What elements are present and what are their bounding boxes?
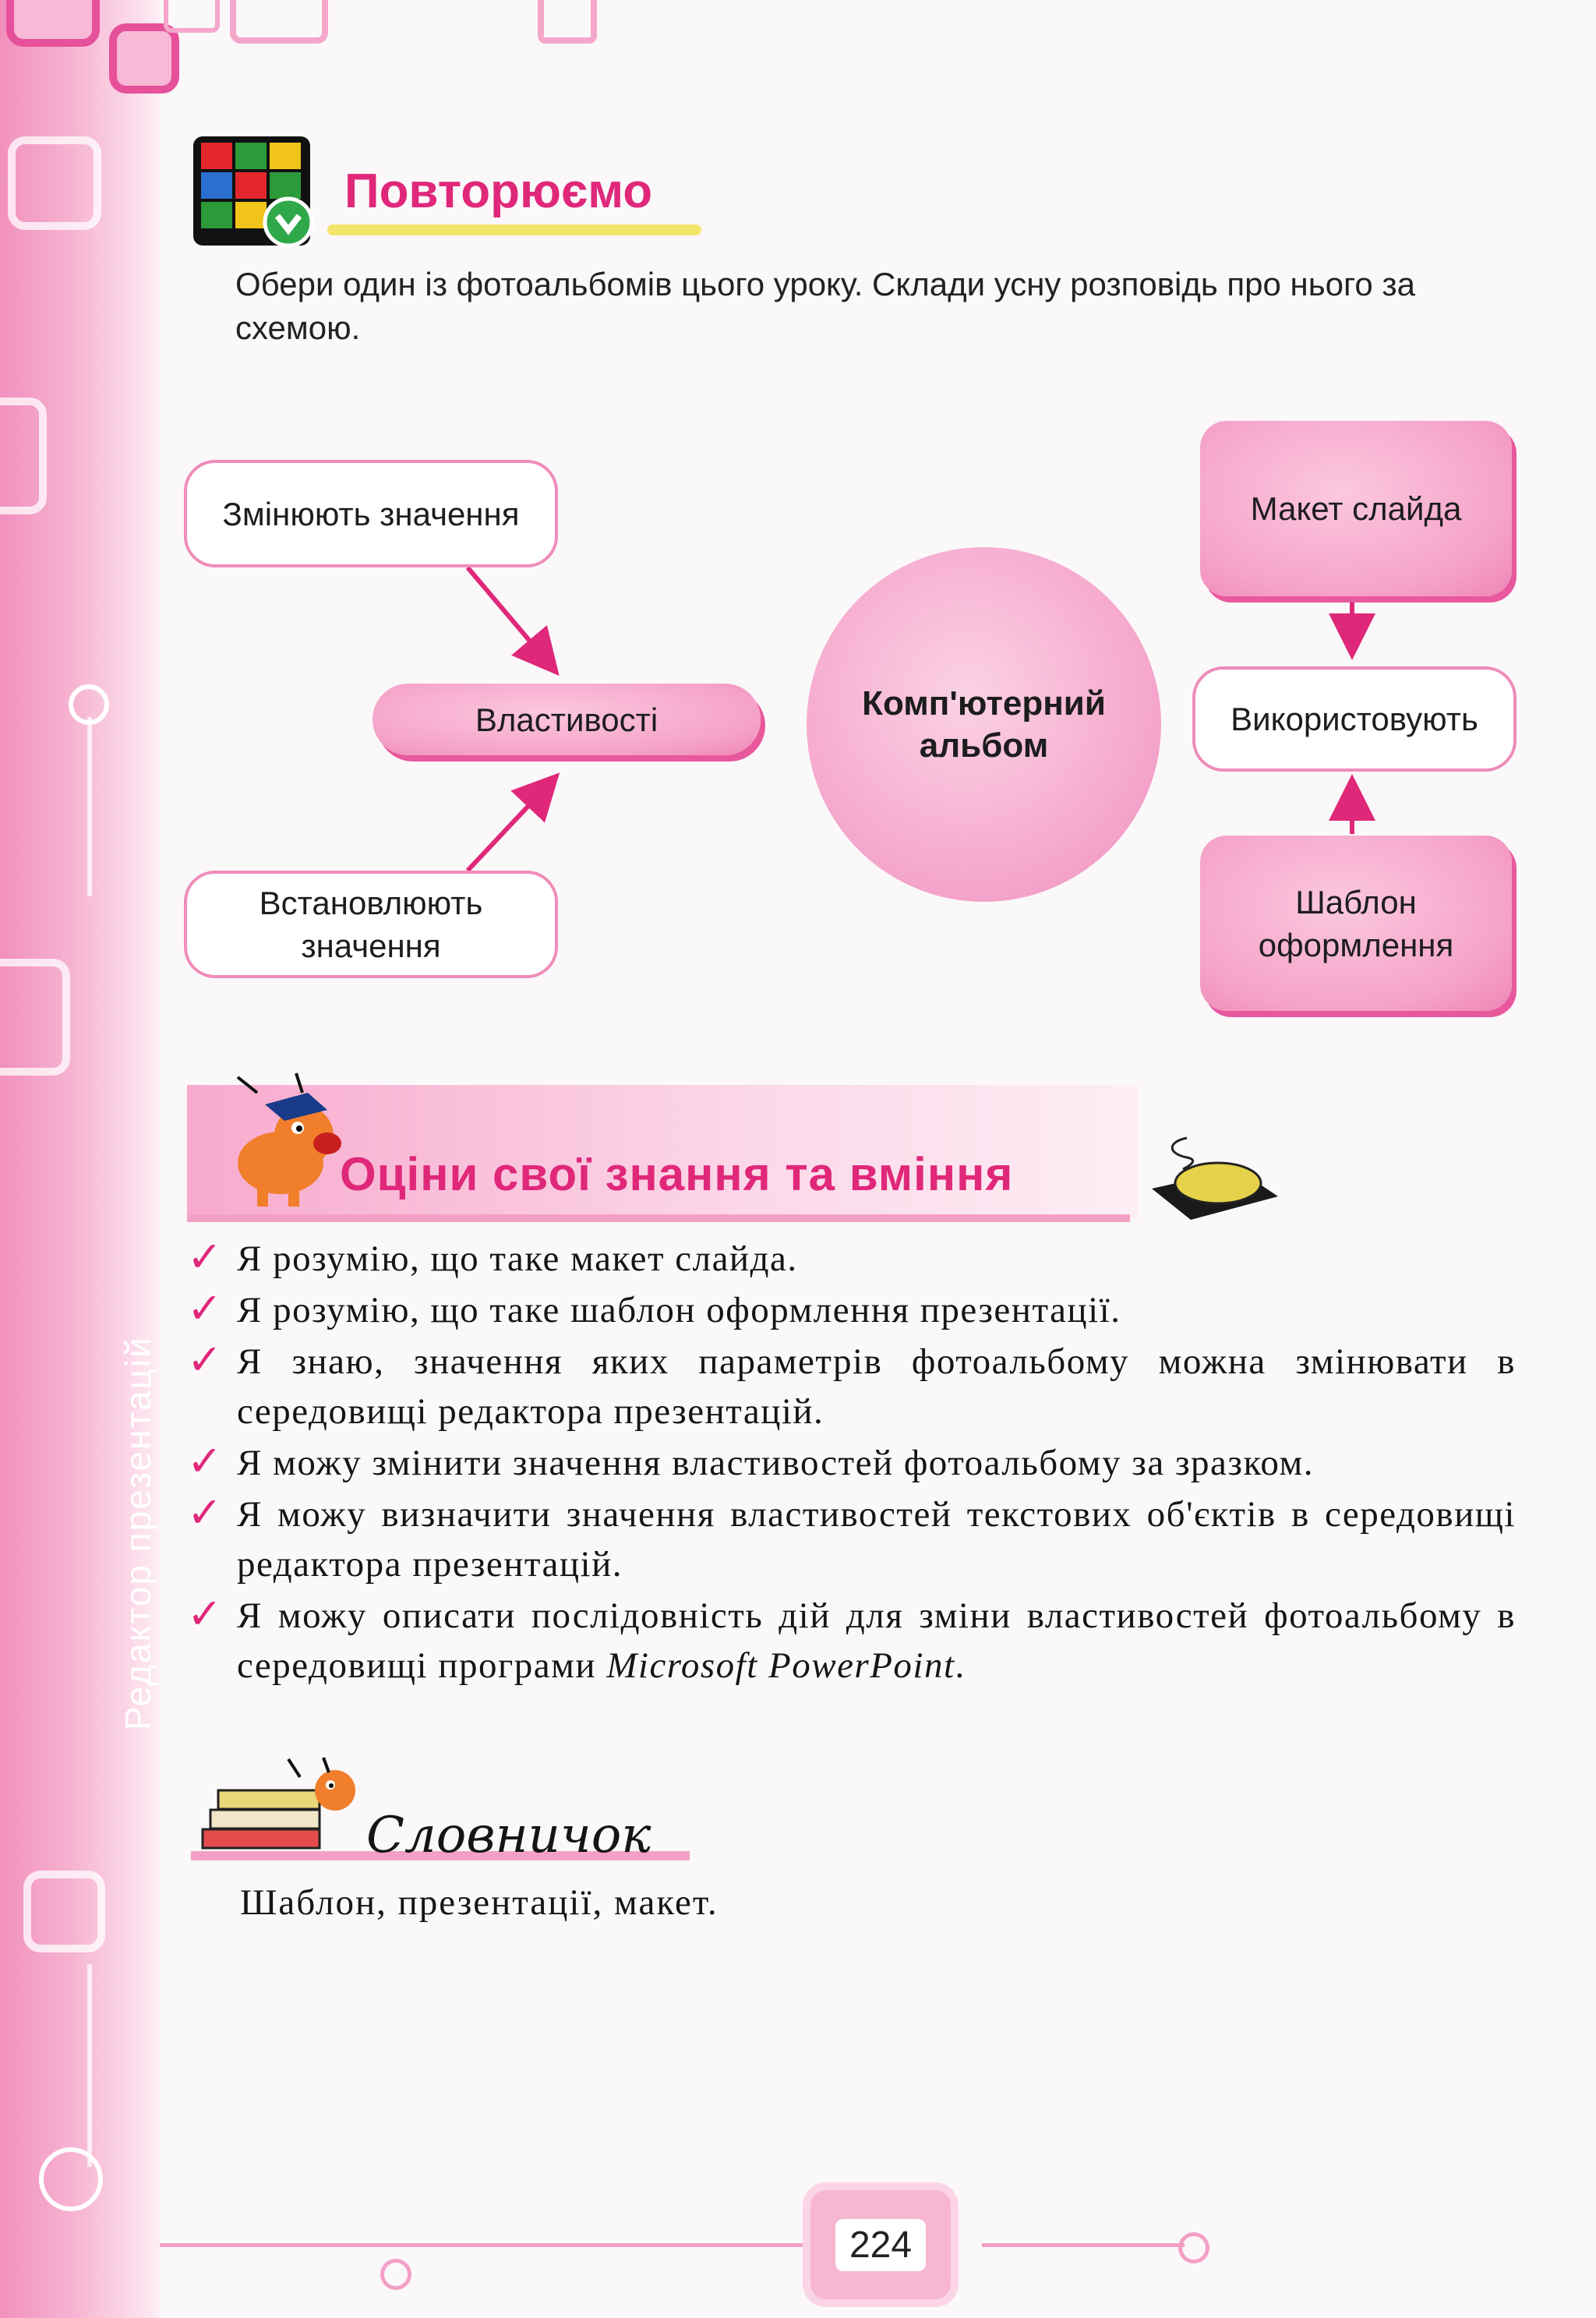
center-circle-computer-album bbox=[807, 547, 1161, 902]
checkmark-icon: ✓ bbox=[187, 1335, 223, 1384]
box-set-values: Встановлюють значення bbox=[184, 871, 558, 978]
box-use: Використовують bbox=[1192, 666, 1517, 772]
decor-line bbox=[87, 1964, 92, 2167]
center-label: Комп'ютерний альбом bbox=[862, 684, 1106, 765]
dog-graduate-icon bbox=[210, 1069, 358, 1210]
sidebar-chapter-title: Редактор презентацій bbox=[118, 1336, 158, 1730]
page-number: 224 bbox=[835, 2219, 926, 2271]
section-title-vocab: Словничок bbox=[366, 1807, 651, 1864]
section-title-repeat: Повторюємо bbox=[344, 164, 653, 218]
vocab-text: Шаблон, презентації, макет. bbox=[240, 1882, 719, 1923]
books-dog-icon bbox=[195, 1755, 366, 1857]
list-item: ✓ Я розумію, що таке шаблон оформлення презентації. bbox=[187, 1284, 1121, 1333]
self-assessment-list bbox=[187, 1234, 1516, 1692]
box-properties: Властивості bbox=[373, 684, 761, 755]
checkmark-icon: ✓ bbox=[187, 1436, 223, 1486]
section-title-assess: Оціни свої знання та вміння bbox=[340, 1148, 1014, 1200]
page-number-badge bbox=[810, 2190, 951, 2299]
decor-square bbox=[23, 1871, 105, 1952]
intro-text: Обери один із фотоальбомів цього уроку. Склади усну розповідь про нього за схемою. bbox=[235, 266, 1416, 346]
list-item: ✓ Я можу змінити значення властивостей фотоальбому за зразком. bbox=[187, 1436, 1314, 1486]
box-design-template: Шаблон оформлення bbox=[1200, 836, 1512, 1011]
box-slide-layout: Макет слайда bbox=[1200, 421, 1512, 596]
at-sign-icon bbox=[39, 2147, 103, 2211]
checkmark-icon: ✓ bbox=[187, 1232, 223, 1281]
footer-node bbox=[380, 2259, 411, 2290]
computer-mouse-icon bbox=[1144, 1122, 1284, 1224]
banner-underline bbox=[187, 1214, 1130, 1222]
checkmark-icon: ✓ bbox=[187, 1488, 223, 1537]
box-change-values: Змінюють значення bbox=[184, 460, 558, 567]
checkmark-icon: ✓ bbox=[187, 1284, 223, 1333]
footer-line-left bbox=[160, 2243, 807, 2247]
list-item: ✓ Я розумію, що таке макет слайда. bbox=[187, 1232, 798, 1281]
list-item: ✓ Я можу описати послідовність дій для зміни властивостей фотоальбому в середовищі програми Microsoft PowerPoint. bbox=[187, 1589, 1516, 1686]
list-item: ✓ Я знаю, значення яких параметрів фотоальбому можна змінювати в середовищі редактора презентацій. bbox=[187, 1335, 1516, 1432]
footer-line-right bbox=[982, 2243, 1185, 2247]
list-item: ✓ Я можу визначити значення властивостей текстових об'єктів в середовищі редактора презентацій. bbox=[187, 1488, 1516, 1585]
footer-node bbox=[1178, 2232, 1209, 2263]
checkmark-icon: ✓ bbox=[187, 1589, 223, 1638]
